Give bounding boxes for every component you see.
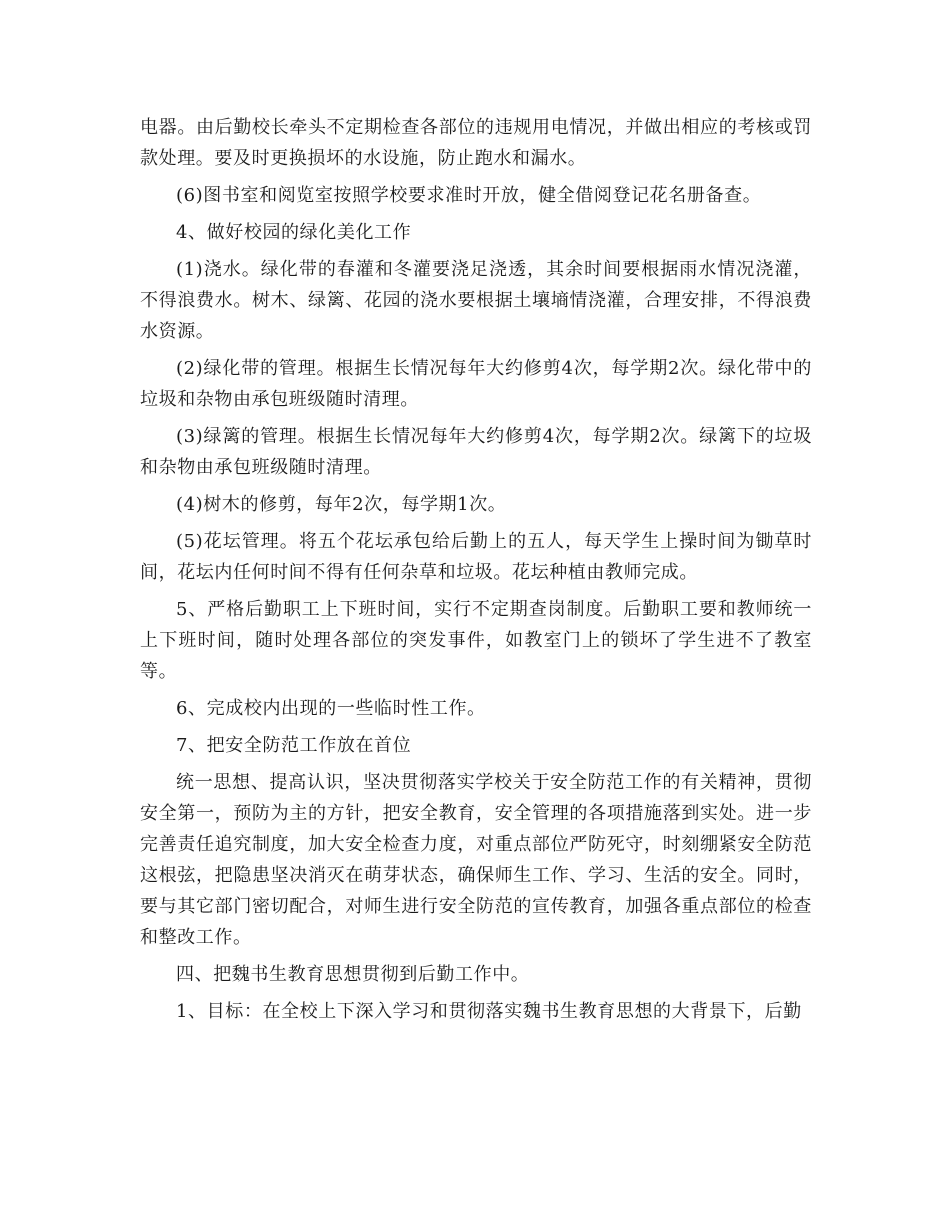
paragraph: (2)绿化带的管理。根据生长情况每年大约修剪4次，每学期2次。绿化带中的垃圾和杂物由承包班级随时清理。 — [140, 358, 812, 410]
paragraph: 统一思想、提高认识，坚决贯彻落实学校关于安全防范工作的有关精神，贯彻安全第一，预防为主的方针，把安全教育，安全管理的各项措施落到实处。进一步完善责任追究制度，加大安全检查力度，对重点部位严防死守，时刻绷紧安全防范这根弦，把隐患坚决消灭在萌芽状态，确保师生工作、学习、生活的安全。同时，要与其它部门密切配合，对师生进行安全防范的宣传教育，加强各重点部位的检查和整改工作。 — [140, 772, 812, 948]
paragraph: 6、完成校内出现的一些临时性工作。 — [176, 698, 486, 719]
section-heading: 7、把安全防范工作放在首位 — [176, 735, 412, 756]
paragraph: (6)图书室和阅览室按照学校要求准时开放，健全借阅登记花名册备查。 — [176, 185, 762, 206]
paragraph: 1、目标：在全校上下深入学习和贯彻落实魏书生教育思想的大背景下，后勤 — [176, 1001, 802, 1022]
paragraph: 5、严格后勤职工上下班时间，实行不定期查岗制度。后勤职工要和教师统一上下班时间，随时处理各部位的突发事件，如教室门上的锁坏了学生进不了教室等。 — [140, 599, 812, 682]
paragraph: (3)绿篱的管理。根据生长情况每年大约修剪4次，每学期2次。绿篱下的垃圾和杂物由承包班级随时清理。 — [140, 426, 812, 478]
paragraph: 电器。由后勤校长牵头不定期检查各部位的违规用电情况，并做出相应的考核或罚款处理。要及时更换损坏的水设施，防止跑水和漏水。 — [140, 117, 812, 169]
paragraph: (1)浇水。绿化带的春灌和冬灌要浇足浇透，其余时间要根据雨水情况浇灌，不得浪费水。树木、绿篱、花园的浇水要根据土壤墒情浇灌，合理安排，不得浪费水资源。 — [140, 259, 812, 342]
section-heading: 4、做好校园的绿化美化工作 — [176, 222, 412, 243]
document-body — [140, 112, 812, 1033]
section-heading: 四、把魏书生教育思想贯彻到后勤工作中。 — [176, 964, 530, 985]
paragraph: (5)花坛管理。将五个花坛承包给后勤上的五人，每天学生上操时间为锄草时间，花坛内任何时间不得有任何杂草和垃圾。花坛种植由教师完成。 — [140, 531, 812, 583]
paragraph: (4)树木的修剪，每年2次，每学期1次。 — [176, 494, 507, 515]
